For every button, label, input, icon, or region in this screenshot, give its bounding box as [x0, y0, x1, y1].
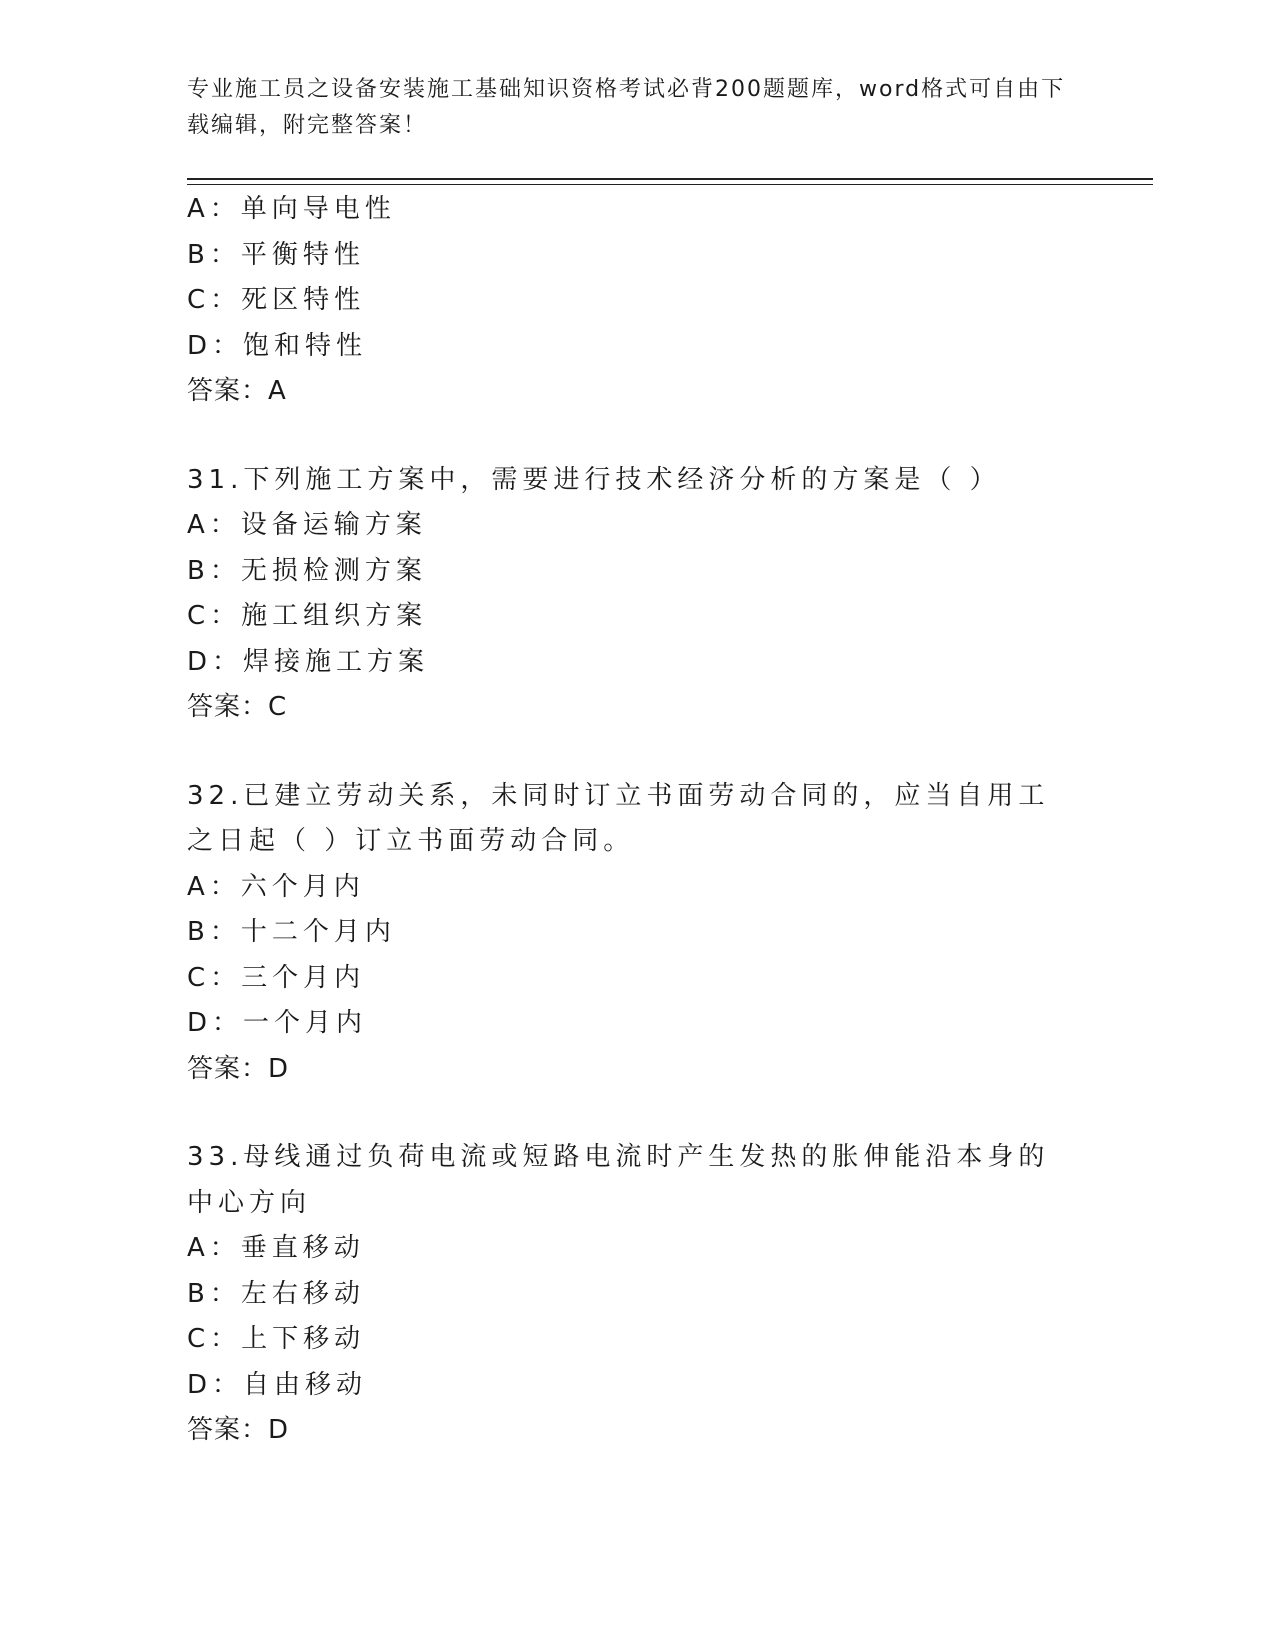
header-divider-thick: [187, 178, 1153, 180]
question-stem: 33.母线通过负荷电流或短路电流时产生发热的胀伸能沿本身的中心方向: [187, 1142, 1050, 1218]
question-33-block: [187, 1135, 1087, 1454]
question-list: [187, 187, 1087, 1454]
question-stem: 31.下列施工方案中，需要进行技术经济分析的方案是（ ）: [187, 464, 1001, 495]
option-d: D：焊接施工方案: [187, 646, 430, 677]
option-a: A：设备运输方案: [187, 510, 427, 540]
option-c: C：上下移动: [187, 1324, 366, 1354]
question-30-block: [187, 187, 1087, 415]
option-c: C：施工组织方案: [187, 601, 428, 631]
question-31-block: [187, 458, 1087, 731]
option-b: B：左右移动: [187, 1278, 365, 1309]
option-b: B：平衡特性: [187, 239, 365, 270]
option-c: C：三个月内: [187, 962, 366, 993]
document-header: 专业施工员之设备安装施工基础知识资格考试必背200题题库，word格式可自由下载编辑，附完整答案！: [187, 77, 1066, 138]
option-d: D：自由移动: [187, 1369, 368, 1400]
answer-label: 答案：D: [187, 1053, 290, 1084]
answer-label: 答案：A: [187, 376, 287, 406]
question-32-block: [187, 774, 1087, 1093]
question-stem: 32.已建立劳动关系，未同时订立书面劳动合同的，应当自用工之日起（ ）订立书面劳动合同。: [187, 780, 1050, 856]
answer-label: 答案：D: [187, 1415, 290, 1445]
answer-label: 答案：C: [187, 692, 288, 722]
header-divider-thin: [187, 184, 1153, 185]
option-d: D：一个月内: [187, 1008, 368, 1038]
option-a: A：垂直移动: [187, 1233, 365, 1263]
option-a: A：单向导电性: [187, 194, 396, 224]
option-a: A：六个月内: [187, 871, 365, 902]
option-b: B：十二个月内: [187, 917, 396, 947]
option-c: C：死区特性: [187, 285, 366, 315]
option-d: D：饱和特性: [187, 330, 368, 361]
option-b: B：无损检测方案: [187, 555, 427, 586]
